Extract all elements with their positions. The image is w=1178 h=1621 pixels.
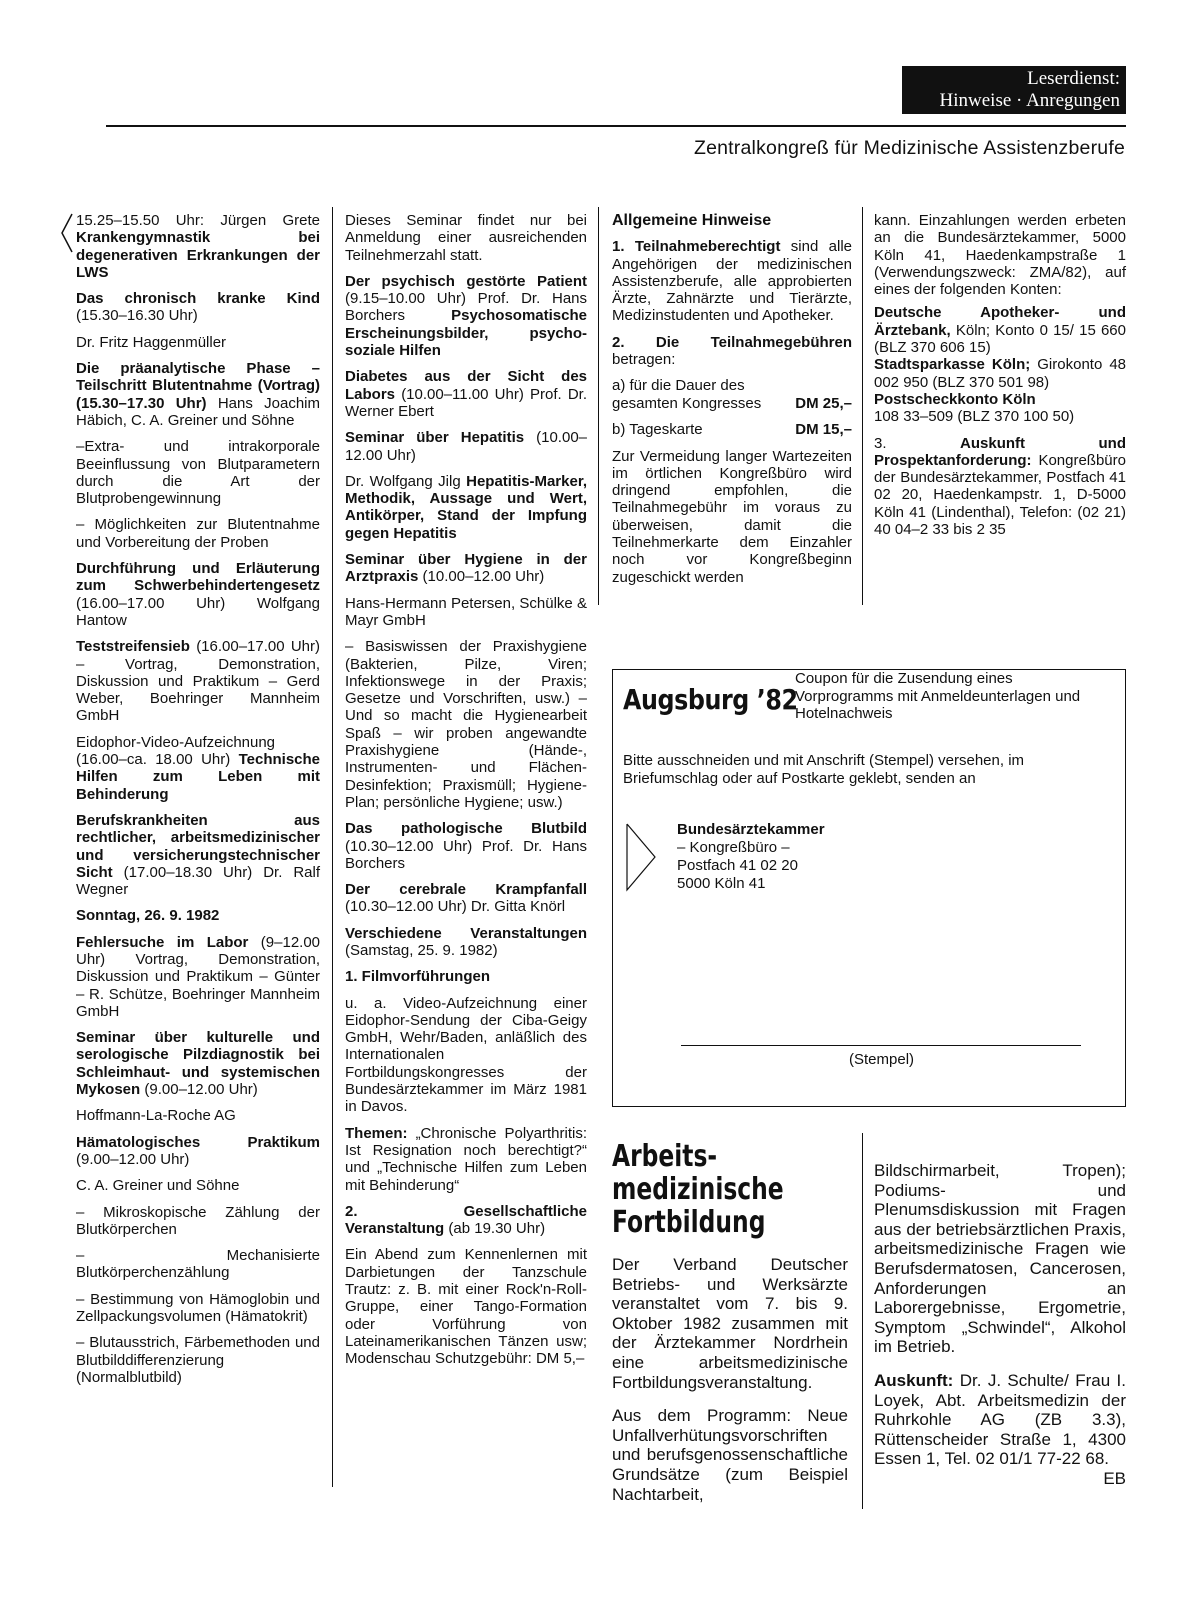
bank-3-name: Postscheckkonto Köln [874,390,1036,408]
column-1 [76,212,320,1395]
participants-text: sind alle Angehörigen der medizinischen Assistenzberufe, alle approbierten Ärzte, Zahnärzte und Tierärzte, Medizinstudenten und Apotheker. [612,238,852,325]
header-rule [106,125,1126,127]
plain-text: (ab 19.30 Uhr) [448,1220,546,1238]
plain-text: Hans-Hermann Petersen, Schülke & Mayr GmbH [345,594,587,629]
bold-text: Fehlersuche im Labor [76,933,249,951]
stamp-line[interactable] [681,1045,1081,1046]
column-2 [345,212,587,1377]
plain-text: – Mikroskopische Zählung der Blutkörperchen [76,1203,320,1238]
bold-text: 2. Gesellschaftliche Veranstaltung [345,1202,587,1238]
text-block [76,560,320,629]
arrow-right-icon [625,822,657,892]
title-line-2: medizinische [612,1172,784,1207]
text-block [345,1203,587,1238]
bold-text: Teststreifensieb [76,638,190,656]
plain-text: Eidophor-Video-Aufzeichnung (16.00–ca. 18.00 Uhr) [76,733,276,769]
coupon-title: Augsburg ’82 [623,683,798,716]
fee-day-label: b) Tageskarte [612,421,703,439]
title-line-1: Arbeits- [612,1139,718,1174]
article-title [612,1140,784,1239]
bold-text: 1. Filmvorführungen [345,968,491,986]
fees-text: betragen: [612,351,676,369]
text-block [76,734,320,803]
bold-text: Durchführung und Erläuterung zum Schwerbehindertengesetz [76,560,320,595]
plain-text: 15.25–15.50 Uhr: Jürgen Grete [76,212,320,229]
column-rule-4 [862,1133,863,1509]
plain-text: (9.00–12.00 Uhr) [144,1081,258,1099]
text-block [345,1125,587,1194]
bold-text: Verschiedene Veranstaltungen [345,924,587,942]
bank-1-name: Deutsche Apotheker- und Ärztebank, [874,304,1126,339]
bold-text: Themen: [345,1124,408,1142]
address-city: 5000 Köln 41 [677,875,766,892]
text-block [345,368,587,420]
plain-text: (10.30–12.00 Uhr) Prof. Dr. Hans Borchers [345,837,587,872]
text-block [345,429,587,464]
plain-text: (10.00–12.00 Uhr) [345,429,587,464]
participants-label: 1. Teilnahmeberechtigt [612,238,781,256]
contact-text: Dr. J. Schulte/ Frau I. Loyek, Abt. Arbeitsmedizin der Ruhrkohle AG (ZB 3.3), Rüttenscheider Straße 1, 4300 Essen 1, Tel. 02 01/1 77-22 68. [874,1370,1126,1469]
plain-text: (10.00–11.00 Uhr) Prof. Dr. Werner Ebert [345,385,587,420]
bold-text: Das pathologische Blutbild [345,820,587,838]
author-sign: EB [1103,1468,1126,1488]
plain-text: (10.30–12.00 Uhr) Dr. Gitta Knörl [345,898,566,916]
address-postbox: Postfach 41 02 20 [677,857,798,874]
article-program: Aus dem Programm: Neue Unfallverhütungsvorschriften und berufsgenossenschaftliche Grundsätze (zum Beispiel Nachtarbeit, [612,1406,848,1504]
article-body-right [874,1161,1126,1489]
coupon-description: Coupon für die Zusendung eines Vorprogramms mit Anmeldeunterlagen und Hotelnachweis [795,670,1081,722]
continuation-arrow-icon [60,213,74,253]
bold-text: Berufskrankheiten aus rechtlicher, arbeitsmedizinischer und versicherungstechnischer Sicht [76,811,320,881]
bold-text: Seminar über kulturelle und serologische Pilzdiagnostik bei Schleimhaut- und systemischen Mykosen [76,1029,320,1099]
plain-text: (16.00–17.00 Uhr) – Vortrag, Demonstration, Diskussion und Praktikum – Gerd Weber, Boehringer Mannheim GmbH [76,638,321,725]
bold-text: Psychosomatische Erscheinungsbilder, psycho-soziale Hilfen [345,307,587,360]
bold-text: Hepatitis-Marker, Methodik, Aussage und Wert, Antikörper, Stand der Impfung gegen Hepatitis [345,472,588,542]
bold-text: Seminar über Hygiene in der Arztpraxis [345,551,587,586]
contact-label: Auskunft: [874,1370,954,1390]
plain-text: (16.00–17.00 Uhr) Wolfgang Hantow [76,594,320,629]
bold-text: Sonntag, 26. 9. 1982 [76,907,220,925]
text-block [76,516,320,551]
info-text: Kongreßbüro der Bundesärztekammer, Postfach 41 02 20, Haedenkampstr. 1, D-5000 Köln 41 (Lindenthal), Telefon: (02 21) 40 04–2 33 bis 2 35 [874,451,1126,539]
bold-text: Die präanalytische Phase – Teilschritt Blutentnahme (Vortrag) (15.30–17.30 Uhr) [76,360,320,412]
plain-text: Dieses Seminar findet nur bei Anmeldung einer ausreichenden Teilnehmerzahl statt. [345,212,587,264]
fees-label: 2. Die Teilnahmegebühren [612,333,852,351]
text-block [345,881,587,916]
column-rule-2 [598,207,599,605]
bank-3-account: 108 33–509 (BLZ 370 100 50) [874,408,1075,426]
plain-text: u. a. Video-Aufzeichnung einer Eidophor-Sendung der Ciba-Geigy GmbH, Wehr/Baden, anläßlich des Internationalen Fortbildungskongresses der Bundesärztekammer im März 1981 in Davos. [345,994,587,1116]
plain-text: – Basiswissen der Praxishygiene (Bakterien, Pilze, Viren; Infektionswege in der Praxis; Gesetze und Vorschriften, usw.) – Und so macht die Hygienearbeit Spaß – wir proben angewandte Praxishygiene (Hände-, Instrumenten- und Flächen-Desinfektion; Praxismüll; Hygiene-Plan; persönliche Hygiene; usw.) [345,638,587,811]
text-block [345,820,587,872]
text-block [345,551,587,586]
plain-text: (10.00–12.00 Uhr) [422,568,545,586]
text-block [76,1029,320,1098]
text-block [76,438,320,507]
text-block [76,1177,320,1194]
payment-advice: Zur Vermeidung langer Wartezeiten im örtlichen Kongreßbüro wird dringend empfohlen, die Teilnahmegebühr im voraus zu überweisen, damit die Teilnehmerkarte dem Einzahler noch vor Kongreßbeginn zugeschickt werden [612,447,852,586]
text-block [76,360,320,429]
plain-text: Hoffmann-La-Roche AG [76,1107,236,1125]
general-notes-heading: Allgemeine Hinweise [612,212,772,229]
bold-text: Hämatologisches Praktikum [76,1133,320,1151]
bank-2-account: Girokonto 48 002 950 (BLZ 370 501 98) [874,356,1126,391]
text-block [76,1204,320,1239]
plain-text: (9–12.00 Uhr) Vortrag, Demonstration, Diskussion und Praktikum – Günter – R. Schütze, Boehringer Mannheim GmbH [76,933,321,1020]
fee-full-value: DM 25,– [795,394,852,412]
plain-text: Dr. Fritz Haggenmüller [76,333,227,351]
text-block [76,1134,320,1169]
payment-details: kann. Einzahlungen werden erbeten an die Bundesärztekammer, 5000 Köln 41, Haedenkampstraße 1 (Verwendungszweck: ZMA/82), auf eines der folgenden Konten: [874,212,1126,299]
plain-text: (17.00–18.30 Uhr) Dr. Ralf Wegner [76,863,321,899]
plain-text: (Samstag, 25. 9. 1982) [345,941,498,959]
address-recipient: Bundesärztekammer [677,821,825,838]
plain-text: – Bestimmung von Hämoglobin und Zellpackungsvolumen (Hämatokrit) [76,1290,320,1326]
text-block [76,638,320,724]
text-block [76,212,320,281]
plain-text: Hans Joachim Häbich, C. A. Greiner und Söhne [76,394,320,429]
plain-text: Dr. Wolfgang Jilg [345,472,461,490]
article-body-left [612,1255,848,1518]
bold-text: Krankengymnastik bei degenerativen Erkrankungen der LWS [76,229,320,281]
text-block [76,907,320,924]
address-office: – Kongreßbüro – [677,839,790,856]
text-block [76,334,320,351]
article-program-cont: Bildschirmarbeit, Tropen); Podiums- und Plenumsdiskussion mit Fragen aus der betriebsärztlichen Praxis, arbeitsmedizinische Fragen wie Berufsdermatosen, Cancerosen, Anforderungen an Laborergebnisse, Ergometrie, Symptom „Schwindel“, Alkohol im Betrieb. [874,1161,1126,1357]
column-3 [612,212,852,595]
bold-text: Der psychisch gestörte Patient [345,272,587,290]
text-block [76,1291,320,1326]
bold-text: Seminar über Hepatitis [345,429,525,447]
text-block [345,473,587,542]
text-block [345,595,587,630]
plain-text: (9.00–12.00 Uhr) [76,1150,190,1168]
info-label: Auskunft und Prospektanforderung: [874,434,1126,469]
text-block [76,1247,320,1282]
text-block [76,1334,320,1386]
plain-text: C. A. Greiner und Söhne [76,1177,240,1195]
column-4 [874,212,1126,547]
plain-text: „Chronische Polyarthritis: Ist Resignation noch berechtigt?“ und „Technische Hilfen zum Leben mit Behinderung“ [345,1124,587,1194]
plain-text: (9.15–10.00 Uhr) Prof. Dr. Hans Borchers [345,290,587,325]
column-rule-3 [862,207,863,605]
coupon-instructions: Bitte ausschneiden und mit Anschrift (Stempel) versehen, im Briefumschlag oder auf Postkarte geklebt, senden an [623,752,1025,787]
plain-text: – Blutausstrich, Färbemethoden und Blutbilddifferenzierung (Normalblutbild) [76,1334,320,1386]
bank-1-account: Köln; Konto 0 15/ 15 660 (BLZ 370 606 15) [874,321,1126,357]
plain-text: – Möglichkeiten zur Blutentnahme und Vorbereitung der Proben [76,516,320,551]
stamp-label: (Stempel) [849,1051,915,1068]
text-block [76,934,320,1020]
bold-text: Das chronisch kranke Kind [76,290,320,308]
plain-text: – Mechanisierte Blutkörperchenzählung [76,1247,320,1282]
column-rule-1 [332,207,333,1487]
text-block [345,638,587,811]
text-block [76,1107,320,1124]
text-block [345,212,587,264]
text-block [345,995,587,1116]
section-header-box [902,66,1126,114]
title-line-3: Fortbildung [612,1205,766,1240]
bold-text: Diabetes aus der Sicht des Labors [345,368,587,403]
coupon-address [677,821,825,893]
header-line-1: Leserdienst: [1027,68,1120,89]
coupon-box[interactable] [612,669,1126,1107]
text-block [76,290,320,325]
text-block [345,925,587,960]
page-subtitle: Zentralkongreß für Medizinische Assistenzberufe [693,137,1125,159]
plain-text: (15.30–16.30 Uhr) [76,307,198,325]
fee-day-value: DM 15,– [795,421,852,439]
header-line-2: Hinweise · Anregungen [939,90,1120,111]
plain-text: –Extra- und intrakorporale Beeinflussung von Blutparametern durch die Art der Blutprobengewinnung [76,438,320,508]
text-block [76,812,320,898]
text-block [345,273,587,359]
info-number: 3. [874,434,887,452]
plain-text: Ein Abend zum Kennenlernen mit Darbietungen der Tanzschule Trautz: z. B. mit einer Rock'n-Roll-Gruppe, einer Tango-Formation oder Vorführung von Lateinamerikanischen Tänzen usw; Modenschau Schutzgebühr: DM 5,– [345,1246,587,1368]
text-block [345,1246,587,1367]
bold-text: Technische Hilfen zum Leben mit Behinderung [76,751,321,803]
article-intro: Der Verband Deutscher Betriebs- und Werksärzte veranstaltet vom 7. bis 9. Oktober 1982 zusammen mit der Ärztekammer Nordrhein eine arbeitsmedizinische Fortbildungsveranstaltung. [612,1255,848,1392]
text-block [345,968,587,985]
bank-2-name: Stadtsparkasse Köln; [874,356,1031,374]
fee-full-label: a) für die Dauer des gesamten Kongresses [612,377,762,412]
bold-text: Der cerebrale Krampfanfall [345,881,587,899]
